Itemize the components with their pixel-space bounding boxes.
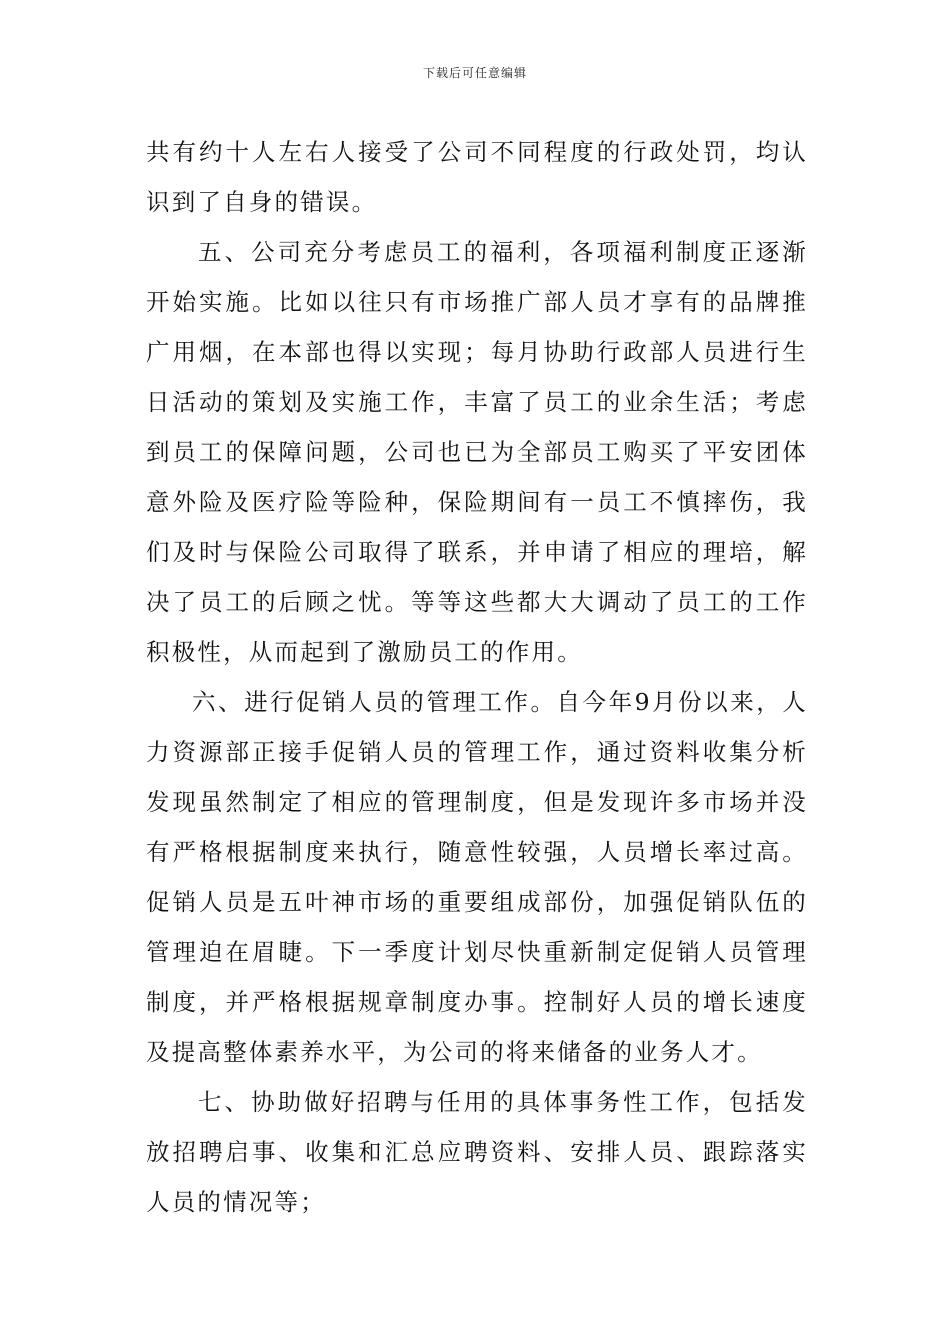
paragraph-section-6: 六、进行促销人员的管理工作。自今年9月份以来，人力资源部正接手促销人员的管理工作，通过资料收集分析发现虽然制定了相应的管理制度，但是发现许多市场并没有严格根据制度来执行，随意性较强，人员增长率过高。促销人员是五叶神市场的重要组成部份，加强促销队伍的管理迫在眉睫。下一季度计划尽快重新制定促销人员管理制度，并严格根据规章制度办事。控制好人员的增长速度及提高整体素养水平，为公司的将来储备的业务人才。 bbox=[146, 688, 808, 1066]
paragraph-section-7: 七、协助做好招聘与任用的具体事务性工作，包括发放招聘启事、收集和汇总应聘资料、安排人员、跟踪落实人员的情况等； bbox=[146, 1088, 808, 1216]
document-body bbox=[146, 127, 808, 1227]
paragraph-section-5: 五、公司充分考虑员工的福利，各项福利制度正逐渐开始实施。比如以往只有市场推广部人员才享有的品牌推广用烟，在本部也得以实现；每月协助行政部人员进行生日活动的策划及实施工作，丰富了员工的业余生活；考虑到员工的保障问题，公司也已为全部员工购买了平安团体意外险及医疗险等险种，保险期间有一员工不慎摔伤，我们及时与保险公司取得了联系，并申请了相应的理培，解决了员工的后顾之忧。等等这些都大大调动了员工的工作积极性，从而起到了激励员工的作用。 bbox=[146, 238, 808, 666]
paragraph-continuation: 共有约十人左右人接受了公司不同程度的行政处罚，均认识到了自身的错误。 bbox=[146, 138, 808, 216]
page-header-note: 下载后可任意编辑 bbox=[422, 66, 527, 80]
